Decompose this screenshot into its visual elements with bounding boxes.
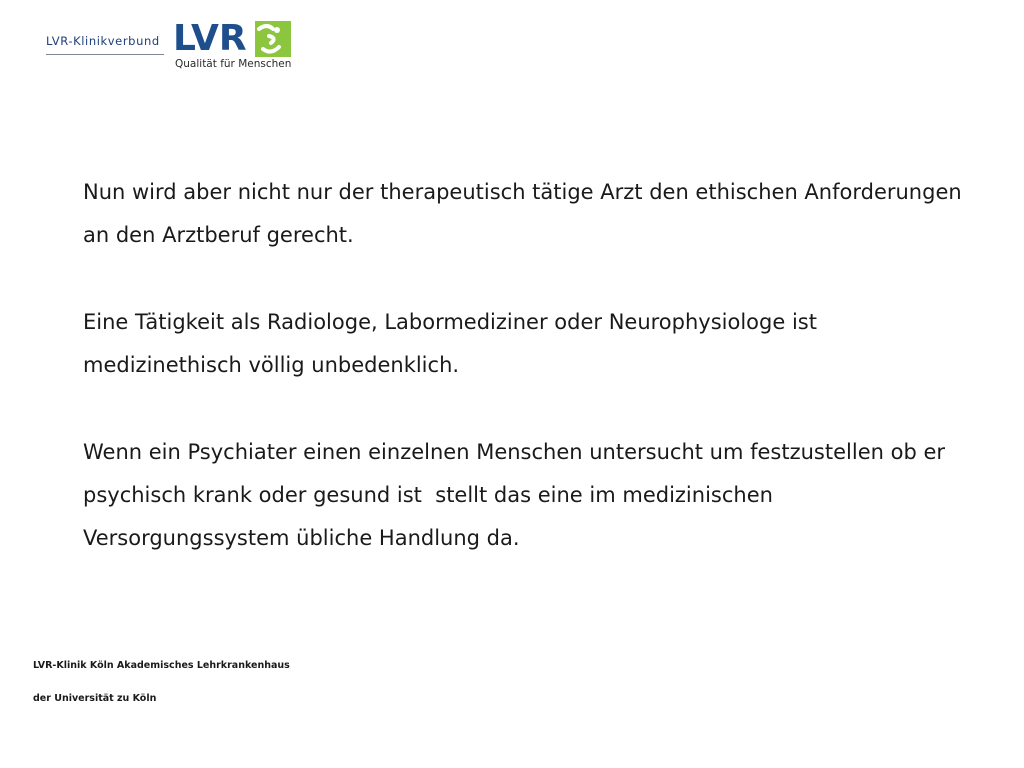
paragraph-2: Eine Tätigkeit als Radiologe, Labormediziner oder Neurophysiologe ist medizinethisch völlig unbedenklich.: [83, 310, 824, 377]
slide-body: [83, 171, 969, 560]
lvr-face-icon: [255, 21, 291, 57]
klinikverbund-logo: [46, 34, 164, 55]
lvr-logo: [173, 20, 295, 72]
paragraph-3: Wenn ein Psychiater einen einzelnen Menschen untersucht um festzustellen ob er psychisch krank oder gesund ist stellt das eine im medizinischen Versorgungssystem übliche Handlung da.: [83, 440, 952, 550]
footer-university: der Universität zu Köln: [33, 693, 157, 704]
klinikverbund-label: LVR-Klinikverbund: [46, 34, 160, 48]
lvr-logo-text: LVR: [173, 18, 247, 59]
lvr-tagline: Qualität für Menschen: [175, 58, 292, 70]
footer-institution: LVR-Klinik Köln Akademisches Lehrkrankenhaus: [33, 660, 290, 671]
klinikverbund-divider: [46, 54, 164, 55]
paragraph-1: Nun wird aber nicht nur der therapeutisch tätige Arzt den ethischen Anforderungen an den Arztberuf gerecht.: [83, 180, 969, 247]
